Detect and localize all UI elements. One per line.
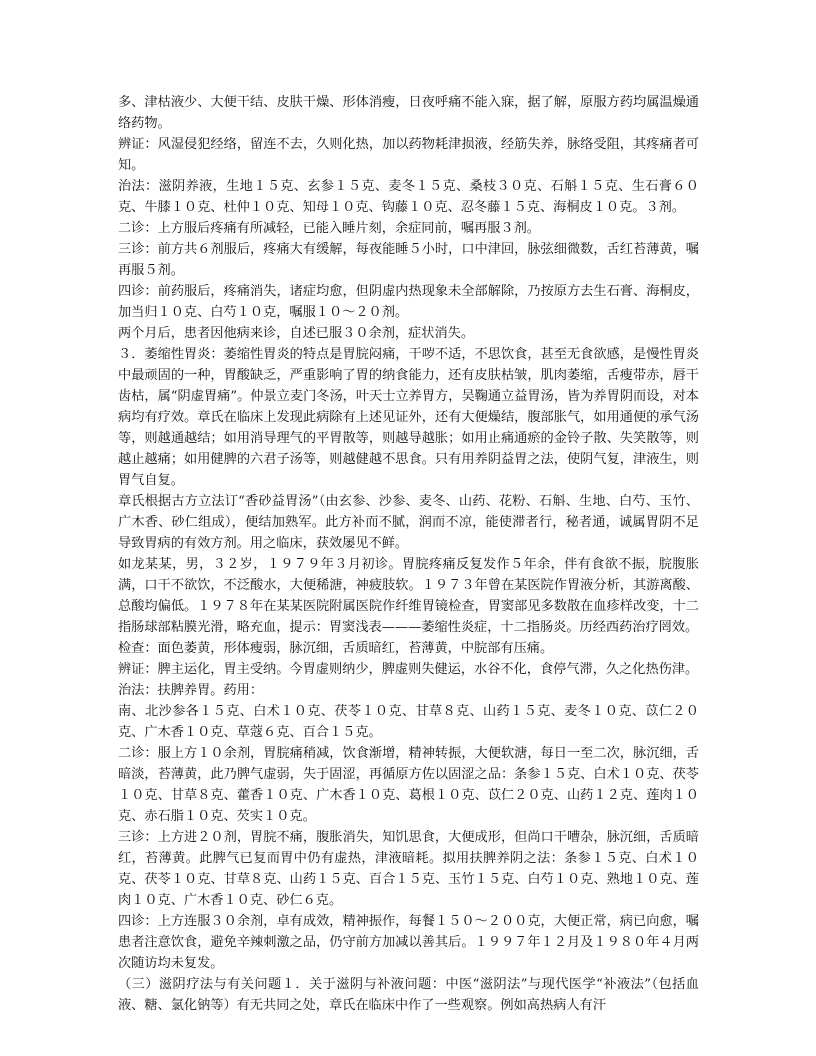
paragraph-3: 治法：滋阴养液，生地１５克、玄参１５克、麦冬１５克、桑枝３０克、石斛１５克、生石膏６０克、牛膝１０克、杜仲１０克、知母１０克、钩藤１０克、忍冬藤１５克、海桐皮１０克。３剂。	[118, 179, 699, 215]
paragraph-11: 检查：面色萎黄，形体瘦弱，脉沉细，舌质暗红，苔薄黄，中脘部有压痛。	[118, 641, 554, 656]
paragraph-1: 多、津枯液少、大便干结、皮肤干燥、形体消瘦，日夜呼痛不能入寐，据了解，原服方药均属温燥通络药物。	[118, 95, 699, 131]
document-page	[118, 92, 699, 1016]
paragraph-17: 四诊：上方连服３０余剂，卓有成效，精神振作，每餐１５０～２００克，大便正常，病已向愈，嘱患者注意饮食，避免辛辣刺激之品，仍守前方加减以善其后。１９９７年１２月及１９８０年４月两次随访均未复发。	[118, 914, 699, 971]
paragraph-10: 如龙某某，男，３２岁，１９７９年３月初诊。胃脘疼痛反复发作５年余，伴有食欲不振，脘腹胀满，口干不欲饮，不泛酸水，大便稀溏，神疲肢软。１９７３年曾在某医院作胃液分析，其游离酸、总酸均偏低。１９７８年在某某医院附属医院作纤维胃镜检查，胃窦部见多数散在血疹样改变，十二指肠球部粘膜光滑，略充血，提示：胃窦浅表———萎缩性炎症，十二指肠炎。历经西药治疗罔效。	[118, 557, 699, 635]
paragraph-12: 辨证：脾主运化，胃主受纳。今胃虚则纳少，脾虚则失健运，水谷不化，食停气滞，久之化热伤津。	[118, 662, 699, 677]
paragraph-7: 两个月后，患者因他病来诊，自述已服３０余剂，症状消失。	[118, 326, 475, 341]
paragraph-14: 南、北沙参各１５克、白术１０克、茯苓１０克、甘草８克、山药１５克、麦冬１０克、苡仁２０克、广木香１０克、草蔻６克、百合１５克。	[118, 704, 699, 740]
paragraph-6: 四诊：前药服后，疼痛消失，诸症均愈，但阴虚内热现象未全部解除，乃按原方去生石膏、海桐皮，加当归１０克、白芍１０克，嘱服１０～２０剂。	[118, 284, 699, 320]
paragraph-18: （三）滋阴疗法与有关问题１．关于滋阴与补液问题：中医“滋阴法”与现代医学“补液法”（包括血液、糖、氯化钠等）有无共同之处，章氏在临床中作了一些观察。例如高热病人有汗	[118, 977, 699, 1013]
paragraph-15: 二诊：服上方１０余剂，胃脘痛稍减，饮食渐增，精神转振，大便软溏，每日一至二次，脉沉细，舌暗淡，苔薄黄，此乃脾气虚弱，失于固涩，再循原方佐以固涩之品：条参１５克、白术１０克、茯苓１０克、甘草８克、藿香１０克、广木香１０克、葛根１０克、苡仁２０克、山药１２克、莲肉１０克、赤石脂１０克、芡实１０克。	[118, 746, 699, 824]
paragraph-2: 辨证：风湿侵犯经络，留连不去，久则化热，加以药物耗津损液，经筋失养，脉络受阻，其疼痛者可知。	[118, 137, 699, 173]
paragraph-13: 治法：扶脾养胃。药用：	[118, 683, 264, 698]
paragraph-4: 二诊：上方服后疼痛有所减轻，已能入睡片刻，余症同前，嘱再服３剂。	[118, 221, 540, 236]
paragraph-5: 三诊：前方共６剂服后，疼痛大有缓解，每夜能睡５小时，口中津回，脉弦细微数，舌红苔薄黄，嘱再服５剂。	[118, 242, 699, 278]
paragraph-9: 章氏根据古方立法订“香砂益胃汤”（由玄参、沙参、麦冬、山药、花粉、石斛、生地、白芍、玉竹、广木香、砂仁组成），便结加熟军。此方补而不腻，润而不凉，能使滞者行，秘者通，诚属胃阴不足导致胃病的有效方剂。用之临床，获效屡见不鲜。	[118, 494, 699, 551]
paragraph-8: ３．萎缩性胃炎：萎缩性胃炎的特点是胃脘闷痛，干哕不适，不思饮食，甚至无食欲感，是慢性胃炎中最顽固的一种，胃酸缺乏，严重影响了胃的纳食能力，还有皮肤枯皱，肌肉萎缩，舌瘦带赤，唇干齿枯，属“阴虚胃痛”。仲景立麦门冬汤，叶天士立养胃方，吴鞠通立益胃汤，皆为养胃阴而设，对本病均有疗效。章氏在临床上发现此病除有上述见证外，还有大便燥结，腹部胀气，如用通便的承气汤等，则越通越结；如用消导理气的平胃散等，则越导越胀；如用止痛通瘀的金铃子散、失笑散等，则越止越痛；如用健脾的六君子汤等，则越健越不思食。只有用养阴益胃之法，使阴气复，津液生，则胃气自复。	[118, 347, 699, 488]
paragraph-16: 三诊：上方进２０剂，胃脘不痛，腹胀消失，知饥思食，大便成形，但尚口干嘈杂，脉沉细，舌质暗红，苔薄黄。此脾气已复而胃中仍有虚热，津液暗耗。拟用扶脾养阴之法：条参１５克、白术１０克、茯苓１０克、甘草８克、山药１５克、百合１５克、玉竹１５克、白芍１０克、熟地１０克、莲肉１０克、广木香１０克、砂仁６克。	[118, 830, 699, 908]
